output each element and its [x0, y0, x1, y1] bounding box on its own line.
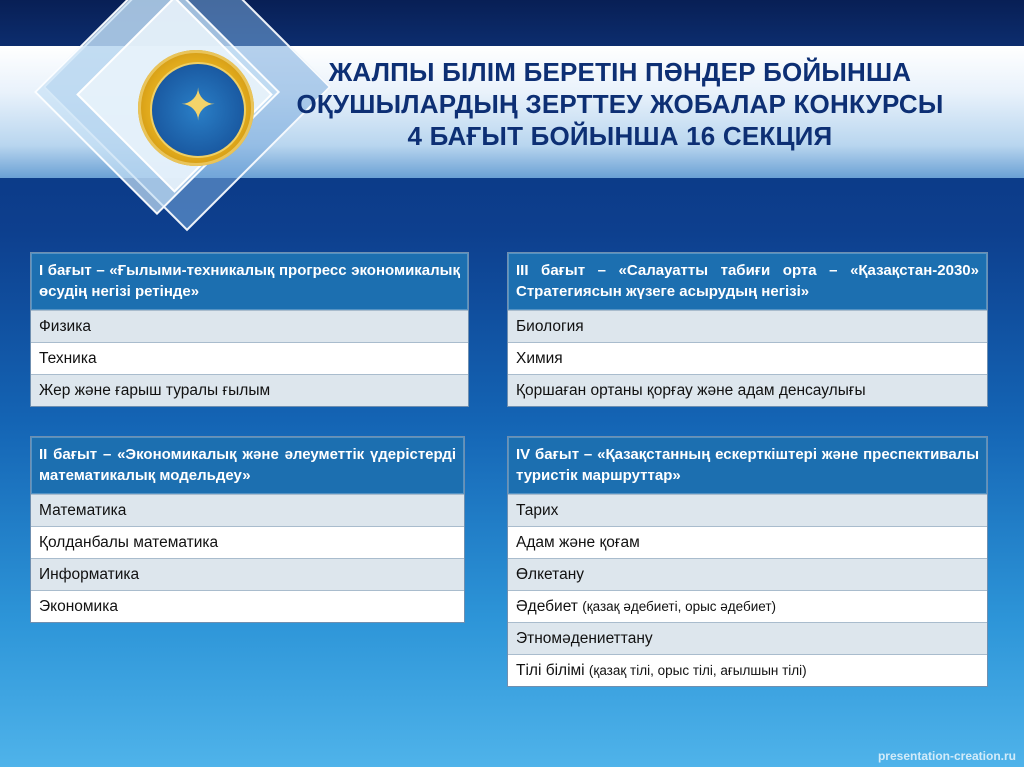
section-2-item: Қолданбалы математика [31, 526, 464, 558]
section-4-item [508, 590, 987, 622]
section-1-heading: I бағыт – «Ғылыми-техникалық прогресс экономикалық өсудің негізі ретінде» [31, 253, 468, 310]
section-4-item: Этномәдениеттану [508, 622, 987, 654]
section-3-table [507, 252, 988, 407]
emblem-star-icon: ✦ [179, 81, 217, 130]
section-4-item-main: Әдебиет [516, 598, 583, 615]
section-3-heading: III бағыт – «Салауатты табиғи орта – «Қазақстан-2030» Стратегиясын жүзеге асырудың негізі» [508, 253, 987, 310]
section-2-item: Информатика [31, 558, 464, 590]
section-4-item: Адам және қоғам [508, 526, 987, 558]
section-3-item: Химия [508, 342, 987, 374]
section-3-item: Биология [508, 310, 987, 342]
title-line-1: ЖАЛПЫ БІЛІМ БЕРЕТІН ПӘНДЕР БОЙЫНША [328, 57, 912, 87]
section-1-item: Жер және ғарыш туралы ғылым [31, 374, 468, 406]
section-4-item [508, 654, 987, 686]
section-4-item-note: (қазақ тілі, орыс тілі, ағылшын тілі) [588, 663, 807, 678]
title-line-3: 4 БАҒЫТ БОЙЫНША 16 СЕКЦИЯ [407, 121, 833, 151]
title-line-2: ОҚУШЫЛАРДЫҢ ЗЕРТТЕУ ЖОБАЛАР КОНКУРСЫ [296, 89, 944, 119]
section-2-item: Экономика [31, 590, 464, 622]
section-4-table [507, 436, 988, 687]
section-4-item: Өлкетану [508, 558, 987, 590]
section-1-item: Техника [31, 342, 468, 374]
section-1-table [30, 252, 469, 407]
section-4-item-main: Тілі білімі [516, 662, 589, 679]
section-4-item: Тарих [508, 494, 987, 526]
page-title [230, 56, 1010, 152]
section-1-item: Физика [31, 310, 468, 342]
section-2-item: Математика [31, 494, 464, 526]
section-4-heading: IV бағыт – «Қазақстанның ескерткіштері және преспективалы туристік маршруттар» [508, 437, 987, 494]
section-3-item: Қоршаған ортаны қорғау және адам денсаулығы [508, 374, 987, 406]
watermark: presentation-creation.ru [877, 749, 1016, 763]
section-2-heading: II бағыт – «Экономикалық және әлеуметтік үдерістерді математикалық модельдеу» [31, 437, 464, 494]
section-2-table [30, 436, 465, 623]
section-4-item-note: (қазақ әдебиеті, орыс әдебиет) [582, 599, 777, 614]
